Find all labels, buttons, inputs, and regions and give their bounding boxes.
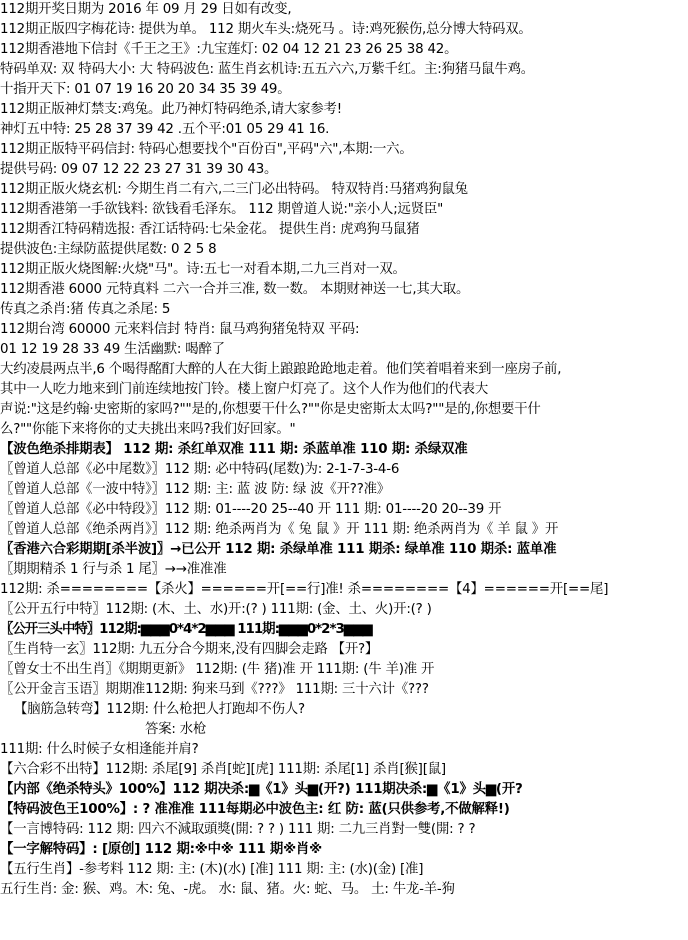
line-ms-zeng: 〖曾女士不出生肖〗《期期更新》 112期: (牛 猪)准 开 111期: (牛 羊)准 开 xyxy=(0,662,435,677)
line-inner-kill-head: 【内部《绝杀特头》100%】112 期决杀:▆《1》头▆(开?) 111期决杀:▆《1》头▆(开? xyxy=(0,782,523,797)
line-story-1: 大约凌晨两点半,6 个喝得酩酊大醉的人在大街上踉踉跄跄地走着。他们笑着唱着来到一座房子前, xyxy=(0,362,562,377)
line-kill-fire: 112期: 杀========【杀火】======开[==行]准! 杀========【4】======开[==尾] xyxy=(0,582,609,597)
line-hk-first-hand: 112期香港第一手欲钱料: 欲钱看毛泽东。 112 期曾道人说:"亲小人;远贤臣" xyxy=(0,202,444,217)
line-three-heads: 〖公开三头中特〗112期:▆▆▆0*4*2▆▆▆ 111期:▆▆▆0*2*3▆▆▆ xyxy=(0,622,372,637)
line-story-3: 声说:"这是约翰·史密斯的家吗?""是的,你想要干什么?""你是史密斯太太吗?""是的,你想要干什 xyxy=(0,402,541,417)
line-element-list: 五行生肖: 金: 猴、鸡。木: 兔、-虎。 水: 鼠、猪。火: 蛇、马。 土: 牛龙-羊-狗 xyxy=(0,882,455,897)
line-kill-row-tail: 〖期期精杀 1 行与杀 1 尾〗→→准准准 xyxy=(0,562,227,577)
line-riddle-answer: 答案: 水枪 xyxy=(145,722,207,737)
line-one-char-code: 【一字解特码】: [原创] 112 期:※中※ 111 期※肖※ xyxy=(0,842,322,857)
line-fire-diagram: 112期正版火烧图解:火烧"马"。诗:五七一对看本期,二九三肖对一双。 xyxy=(0,262,406,277)
line-riddle-111: 111期: 什么时候子女相逢能并肩? xyxy=(0,742,199,757)
line-one-word-bet: 【一言博特码: 112 期: 四六不減取頭獎(開: ? ? ) 111 期: 二九三肖對一雙(開: ? ? xyxy=(0,822,476,837)
line-zodiac-one: 〖生肖特一玄〗112期: 九五分合今期来,没有四脚会走路 【开?】 xyxy=(0,642,379,657)
line-zeng-kill-two: 〖曾道人总部《绝杀两肖》〗112 期: 绝杀两肖为《 兔 鼠 》开 111 期: 绝杀两肖为《 羊 鼠 》开 xyxy=(0,522,559,537)
line-fire-mystery: 112期正版火烧玄机: 今期生肖二有六,二三门必出特码。 特双特肖:马猪鸡狗鼠兔 xyxy=(0,182,468,197)
line-wave-kill-table: 【波色绝杀排期表】 112 期: 杀红单双准 111 期: 杀蓝单准 110 期: 杀绿双准 xyxy=(0,442,468,457)
line-plum-poem: 112期正版四字梅花诗: 提供为单。 112 期火车头:烧死马 。诗:鸡死猴伤,总分博大特码双。 xyxy=(0,22,532,37)
line-numbers: 提供号码: 09 07 12 22 23 27 31 39 30 43。 xyxy=(0,162,278,177)
line-no-special: 【六合彩不出特】112期: 杀尾[9] 杀肖[蛇][虎] 111期: 杀尾[1] 杀肖[猴][鼠] xyxy=(0,762,446,777)
line-lamp-five: 神灯五中特: 25 28 37 39 42 .五个平:01 05 29 41 16. xyxy=(0,122,330,137)
line-fax-kill: 传真之杀肖:猪 传真之杀尾: 5 xyxy=(0,302,171,317)
line-code-attributes: 特码单双: 双 特码大小: 大 特码波色: 蓝生肖玄机诗:五五六六,万紫千红。主:狗猪马鼠牛鸡。 xyxy=(0,62,534,77)
line-hk-6000: 112期香港 6000 元特真料 二六一合并三准, 数一数。 本期财神送一七,其大取。 xyxy=(0,282,470,297)
line-zeng-segment: 〖曾道人总部《必中特段》〗112 期: 01----20 25--40 开 111 期: 01----20 20--39 开 xyxy=(0,502,502,517)
line-taiwan-envelope: 112期台湾 60000 元来料信封 特肖: 鼠马鸡狗猪兔特双 平码: xyxy=(0,322,360,337)
line-flat-envelope: 112期正版特平码信封: 特码心想要找个"百份百",平码"六",本期:一六。 xyxy=(0,142,413,157)
line-flat-numbers-humor: 01 12 19 28 33 49 生活幽默: 喝醉了 xyxy=(0,342,225,357)
line-five-elem-zodiac: 【五行生肖】-参考料 112 期: 主: (木)(水) [准] 111 期: 主: (水)(金) [准] xyxy=(0,862,424,877)
line-hk-envelope: 112期香港地下信封《千王之王》:九宝莲灯: 02 04 12 21 23 26 25 38 42。 xyxy=(0,42,458,57)
line-wave-king: 【特码波色王100%】: ? 准准准 111每期必中波色主: 红 防: 蓝(只供参考,不做解释!) xyxy=(0,802,510,817)
line-zeng-one-wave: 〖曾道人总部《一波中特》〗112 期: 主: 蓝 波 防: 绿 波《开??准》 xyxy=(0,482,390,497)
line-zeng-tail: 〖曾道人总部《必中尾数》〗112 期: 必中特码(尾数)为: 2-1-7-3-4-6 xyxy=(0,462,400,477)
line-draw-date: 112期开奖日期为 2016 年 09 月 29 日如有改变, xyxy=(0,2,292,17)
line-five-elements: 〖公开五行中特〗112期: (木、土、水)开:(? ) 111期: (金、土、火)开:(? ) xyxy=(0,602,432,617)
line-golden-words: 〖公开金言玉语〗期期准112期: 狗来马到《???》 111期: 三十六计《??? xyxy=(0,682,429,697)
line-hk-half-wave: 〖香港六合彩期期[杀半波]〗→已公开 112 期: 杀绿单准 111 期杀: 绿单准 110 期杀: 蓝单准 xyxy=(0,542,557,557)
line-xiangjiang-pick: 112期香江特码精选报: 香江话特码:七朵金花。 提供生肖: 虎鸡狗马鼠猪 xyxy=(0,222,420,237)
line-lamp-ban: 112期正版神灯禁支:鸡兔。此乃神灯特码绝杀,请大家参考! xyxy=(0,102,342,117)
line-story-4: 么?""你能下来将你的丈夫挑出来吗?我们好回家。" xyxy=(0,422,296,437)
line-story-2: 其中一人吃力地来到门前连续地按门铃。楼上窗户灯亮了。这个人作为他们的代表大 xyxy=(0,382,489,397)
line-ten-fingers: 十指开天下: 01 07 19 16 20 20 34 35 39 49。 xyxy=(0,82,291,97)
line-wave-color: 提供波色:主绿防蓝提供尾数: 0 2 5 8 xyxy=(0,242,217,257)
line-riddle: 【脑筋急转弯】112期: 什么枪把人打跑却不伤人? xyxy=(14,702,305,717)
